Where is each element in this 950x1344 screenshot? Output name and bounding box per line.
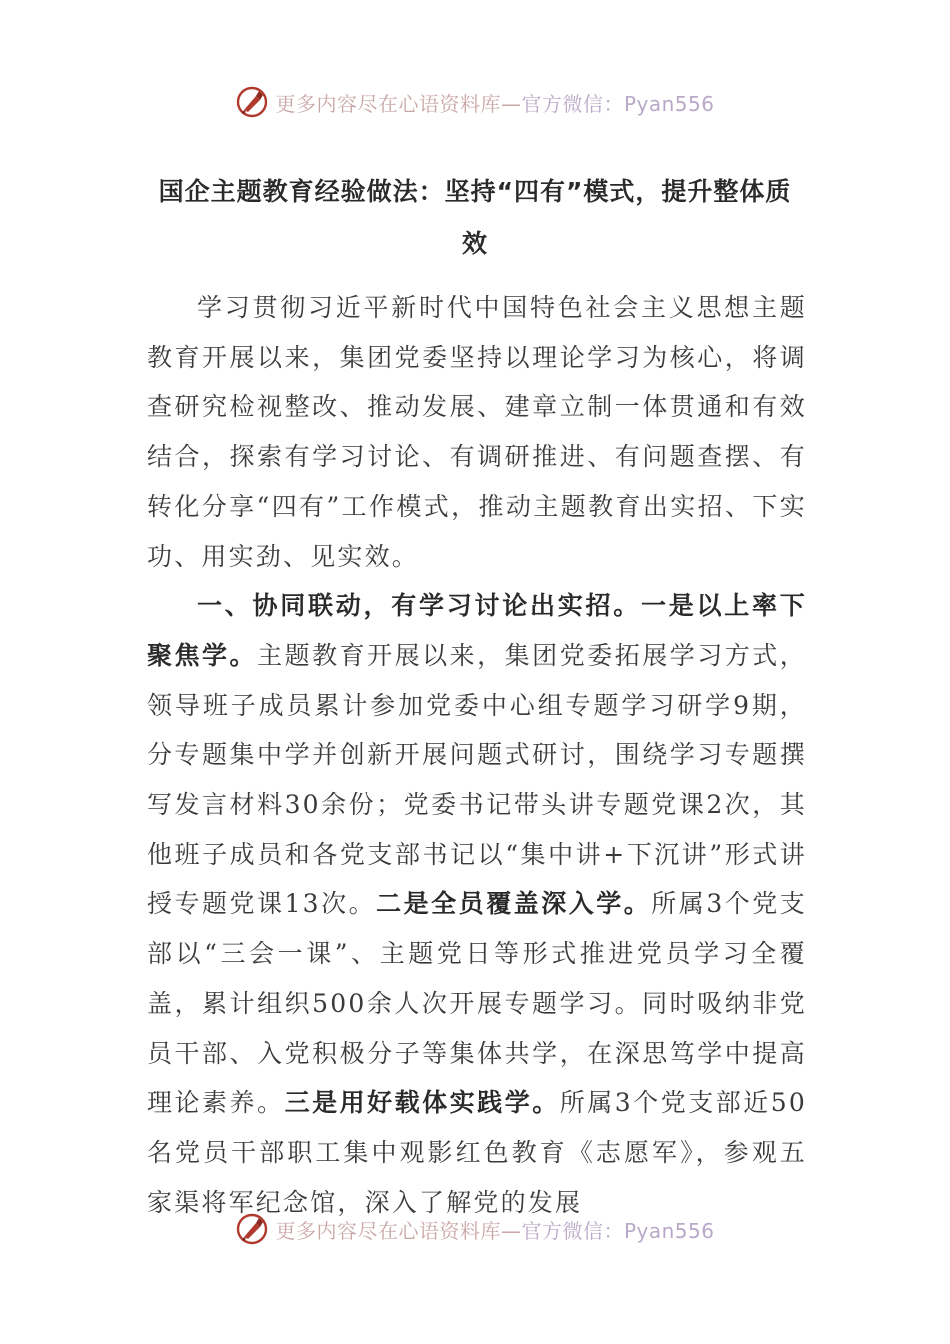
watermark-contact: 官方微信：Pyan556	[521, 91, 715, 116]
pen-logo-icon	[235, 85, 269, 119]
watermark-dash: —	[500, 1218, 522, 1243]
watermark-banner-bottom	[0, 1209, 950, 1249]
watermark-main-text: 更多内容尽在心语资料库	[275, 1218, 501, 1243]
point2-text: 所属3个党支部以“三会一课”、主题党日等形式推进党员学习全覆盖，累计组织500余人次开展专题学习。同时吸纳非党员干部、入党积极分子等集体共学，在深思笃学中提高理论素养。	[147, 889, 807, 1118]
watermark-dash: —	[500, 91, 522, 116]
intro-paragraph: 学习贯彻习近平新时代中国特色社会主义思想主题教育开展以来，集团党委坚持以理论学习为核心，将调查研究检视整改、推动发展、建章立制一体贯通和有效结合，探索有学习讨论、有调研推进、有问题查摆、有转化分享“四有”工作模式，推动主题教育出实招、下实功、用实劲、见实效。	[147, 293, 807, 571]
point3-text: 所属3个党支部近50名党员干部职工集中观影红色教育《志愿军》，参观五家渠将军纪念馆，深入了解党的发展	[147, 1088, 807, 1217]
section1-paragraph	[147, 581, 807, 1227]
watermark-main-text: 更多内容尽在心语资料库	[275, 91, 501, 116]
watermark-banner-top	[0, 82, 950, 122]
point3-title: 三是用好载体实践学。	[284, 1088, 560, 1118]
document-title: 国企主题教育经验做法：坚持“四有”模式，提升整体质效	[158, 177, 792, 258]
pen-logo-icon	[235, 1212, 269, 1246]
section1-heading: 一、协同联动，有学习讨论出实招。	[197, 591, 642, 621]
point1-text: 主题教育开展以来，集团党委拓展学习方式，领导班子成员累计参加党委中心组专题学习研学9期，分专题集中学并创新开展问题式研讨，围绕学习专题撰写发言材料30余份；党委书记带头讲专题党课2次，其他班子成员和各党支部书记以“集中讲+下沉讲”形式讲授专题党课13次。	[147, 640, 807, 919]
point2-title: 二是全员覆盖深入学。	[376, 889, 652, 919]
document-body	[147, 283, 807, 1227]
watermark-contact: 官方微信：Pyan556	[521, 1218, 715, 1243]
point1-title: 一是以上率下聚焦学。	[147, 591, 808, 670]
